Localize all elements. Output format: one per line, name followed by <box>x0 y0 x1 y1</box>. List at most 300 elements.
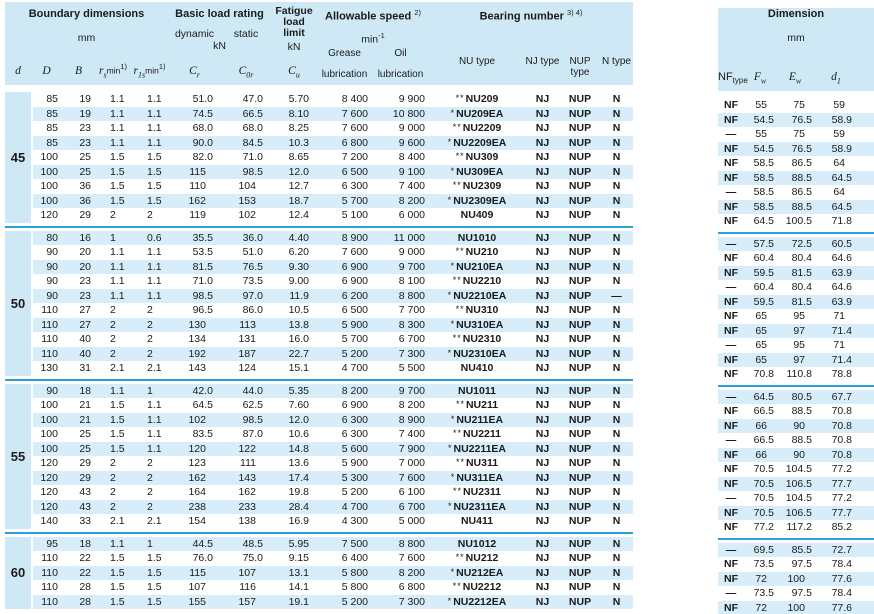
bore-diameter-label: 55 <box>5 384 31 529</box>
nup-type-avail: NUP <box>568 442 592 455</box>
val-grease-speed: 6 300 <box>341 180 368 192</box>
fatigue-load-limit-header <box>271 2 317 85</box>
val-grease-speed: 6 300 <box>341 413 368 426</box>
val-static-load: 97.0 <box>242 289 263 302</box>
val-r1s-min: 1.1 <box>147 289 162 302</box>
bearing-number-header <box>429 2 633 85</box>
val-ew: 100.5 <box>785 215 812 227</box>
main-table-groups <box>5 92 633 609</box>
nj-type-avail: NJ <box>535 165 550 178</box>
val-dynamic-load: 238 <box>188 500 206 513</box>
nj-type-avail: NJ <box>535 347 550 360</box>
val-fw: 54.5 <box>753 113 774 126</box>
val-static-load: 48.5 <box>242 537 263 550</box>
nf-type-avail: NF <box>724 324 738 337</box>
star-marks: * <box>447 347 453 358</box>
val-oil-speed: 7 000 <box>398 457 425 469</box>
val-width: 23 <box>79 136 91 149</box>
val-r1s-min: 2 <box>147 318 153 331</box>
group-divider <box>718 385 874 387</box>
group-divider <box>5 379 633 381</box>
bearing-number: **NU209 <box>455 93 499 105</box>
val-oil-speed: 9 000 <box>398 122 425 134</box>
val-d1: 59 <box>833 99 845 111</box>
val-grease-speed: 6 900 <box>341 399 368 411</box>
val-width: 21 <box>79 413 91 426</box>
table-row <box>33 136 633 151</box>
val-outer-diameter: 85 <box>46 136 58 149</box>
n-type-avail: N <box>612 515 621 527</box>
side-table-row <box>718 491 874 506</box>
val-grease-speed: 8 900 <box>341 231 368 244</box>
nf-type-avail: NF <box>724 252 738 264</box>
n-type-avail: N <box>612 471 621 484</box>
val-oil-speed: 6 700 <box>398 333 425 345</box>
val-ew: 81.5 <box>791 266 812 279</box>
nup-type-avail: NUP <box>568 289 592 302</box>
table-row <box>33 485 633 500</box>
nj-type-avail: NJ <box>535 194 550 207</box>
val-static-load: 157 <box>238 595 256 608</box>
val-fatigue-limit: 13.6 <box>288 457 309 469</box>
table-row <box>33 361 633 376</box>
n-type-avail: — <box>611 289 622 302</box>
val-oil-speed: 7 900 <box>398 442 425 455</box>
val-r1s-min: 1.5 <box>147 194 162 207</box>
val-static-load: 86.0 <box>242 304 263 316</box>
nj-type-avail: NJ <box>535 515 550 527</box>
val-oil-speed: 8 200 <box>398 399 425 411</box>
bearing-number: **NU311 <box>455 457 499 469</box>
val-dynamic-load: 83.5 <box>192 428 213 440</box>
val-width: 19 <box>79 93 91 105</box>
val-static-load: 187 <box>238 347 256 360</box>
side-table-row <box>718 338 874 353</box>
n-type-avail: N <box>612 304 621 316</box>
bearing-number: *NU2209EA <box>447 136 507 149</box>
val-d1: 63.9 <box>831 266 852 279</box>
nf-type-avail: — <box>725 186 737 198</box>
val-fw: 54.5 <box>753 142 774 155</box>
side-group-rows <box>718 237 874 382</box>
val-outer-diameter: 85 <box>46 107 58 120</box>
val-outer-diameter: 100 <box>40 399 58 411</box>
nup-type-avail: NUP <box>568 471 592 484</box>
val-ew: 85.5 <box>791 543 812 556</box>
nup-type-avail: NUP <box>568 581 592 593</box>
boundary-unit: mm <box>77 32 96 44</box>
bearing-number: **NU2309 <box>452 180 502 192</box>
bearing-number: *NU311EA <box>450 471 504 484</box>
val-grease-speed: 5 900 <box>341 457 368 469</box>
bearing-number: *NU209EA <box>450 107 504 120</box>
side-table-row <box>718 127 874 142</box>
bearing-number: *NU2211EA <box>447 442 507 455</box>
n-type-avail: N <box>612 347 621 360</box>
val-grease-speed: 6 400 <box>341 552 368 564</box>
group-rows <box>33 384 633 529</box>
star-marks: * <box>450 260 456 271</box>
val-dynamic-load: 115 <box>189 566 206 579</box>
nf-type-avail: NF <box>724 215 738 227</box>
nj-type-avail: NJ <box>535 151 550 163</box>
val-oil-speed: 5 000 <box>398 515 425 527</box>
table-row <box>33 595 633 610</box>
val-static-load: 138 <box>238 515 256 527</box>
val-dynamic-load: 76.0 <box>192 552 213 564</box>
nup-type-avail: NUP <box>568 231 592 244</box>
main-bearing-table <box>5 2 633 609</box>
n-type-avail: N <box>612 93 621 105</box>
val-d1: 67.7 <box>831 390 852 403</box>
val-outer-diameter: 120 <box>40 486 58 498</box>
val-fatigue-limit: 12.7 <box>288 180 309 192</box>
val-outer-diameter: 100 <box>40 165 58 178</box>
val-d1: 77.7 <box>831 477 852 490</box>
val-grease-speed: 7 200 <box>341 151 368 163</box>
group-divider <box>5 532 633 534</box>
bearing-number: **NU2212 <box>452 581 502 593</box>
val-static-load: 76.5 <box>242 260 263 273</box>
nup-type-avail: NUP <box>568 122 592 134</box>
val-rs-min: 1.5 <box>110 581 125 593</box>
val-outer-diameter: 95 <box>46 537 58 550</box>
val-fatigue-limit: 19.1 <box>288 595 309 608</box>
nj-type-avail: NJ <box>535 136 550 149</box>
val-static-load: 107 <box>238 566 256 579</box>
val-ew: 80.4 <box>791 252 812 264</box>
val-grease-speed: 5 700 <box>341 333 368 345</box>
val-width: 22 <box>79 566 91 579</box>
val-static-load: 98.5 <box>242 165 263 178</box>
val-grease-speed: 7 600 <box>341 122 368 134</box>
table-row <box>33 398 633 413</box>
star-marks: ** <box>452 122 462 132</box>
bearing-number: NU1011 <box>458 384 496 397</box>
val-d1: 58.9 <box>831 142 852 155</box>
val-ew: 88.5 <box>791 405 812 417</box>
load-symbols <box>168 65 271 79</box>
star-marks: * <box>450 107 456 118</box>
bearing-number: **NU212 <box>455 552 499 564</box>
val-r1s-min: 2 <box>147 457 153 469</box>
val-d1: 70.8 <box>831 419 852 432</box>
val-rs-min: 1.5 <box>110 151 125 163</box>
val-r1s-min: 1 <box>147 384 153 397</box>
val-ew: 88.5 <box>791 200 812 213</box>
val-ew: 76.5 <box>791 142 812 155</box>
nj-type-avail: NJ <box>535 581 550 593</box>
val-width: 36 <box>79 180 91 192</box>
nup-type-avail: NUP <box>568 362 592 374</box>
star-marks: * <box>447 500 453 511</box>
val-fw: 70.5 <box>753 506 774 519</box>
val-r1s-min: 1.5 <box>147 595 162 608</box>
val-ew: 104.5 <box>785 463 812 475</box>
allowable-speed-header <box>317 2 429 85</box>
val-oil-speed: 11 000 <box>393 231 425 244</box>
val-rs-min: 2 <box>110 304 116 316</box>
table-row <box>33 208 633 223</box>
val-fatigue-limit: 5.95 <box>288 537 309 550</box>
val-width: 25 <box>79 165 91 178</box>
group-divider <box>5 226 633 228</box>
val-ew: 80.5 <box>791 390 812 403</box>
val-fatigue-limit: 10.3 <box>288 136 309 149</box>
side-group-rows <box>718 543 874 614</box>
val-width: 21 <box>79 399 91 411</box>
nf-type-avail: NF <box>724 99 738 111</box>
bearing-number: **NU211 <box>455 399 499 411</box>
n-type-avail: N <box>612 209 621 221</box>
nu-type-label: NU type <box>458 56 496 67</box>
val-grease-speed: 7 600 <box>341 107 368 120</box>
val-fatigue-limit: 22.7 <box>288 347 309 360</box>
speed-title: Allowable speed $^{2)}$ <box>325 8 421 23</box>
boundary-dimensions-header <box>5 2 168 85</box>
side-table-groups <box>718 98 874 614</box>
val-grease-speed: 5 200 <box>341 595 368 608</box>
val-static-load: 87.0 <box>242 428 263 440</box>
val-fw: 66 <box>755 448 767 461</box>
nf-dimension-table <box>718 2 874 614</box>
val-r1s-min: 1.1 <box>147 107 162 120</box>
val-outer-diameter: 80 <box>46 231 58 244</box>
side-table-row <box>718 367 874 382</box>
val-static-load: 75.0 <box>242 552 263 564</box>
val-rs-min: 1.5 <box>110 442 125 455</box>
val-rs-min: 2 <box>110 333 116 345</box>
val-ew: 106.5 <box>785 477 812 490</box>
val-grease-speed: 6 900 <box>341 260 368 273</box>
nup-type-avail: NUP <box>568 486 592 498</box>
val-oil-speed: 8 400 <box>398 151 425 163</box>
val-rs-min: 1.5 <box>110 566 125 579</box>
val-fw: 73.5 <box>753 558 774 570</box>
val-rs-min: 2 <box>110 471 116 484</box>
val-fw: 59.5 <box>753 266 774 279</box>
val-width: 33 <box>79 515 91 527</box>
bearing-number: *NU2310EA <box>447 347 507 360</box>
val-ew: 75 <box>793 99 805 111</box>
val-d1: 85.2 <box>831 521 852 533</box>
val-fatigue-limit: 10.5 <box>288 304 309 316</box>
val-grease-speed: 5 200 <box>341 347 368 360</box>
val-static-load: 124 <box>238 362 256 374</box>
col-header-B: B <box>74 64 83 77</box>
val-fw: 60.4 <box>753 281 774 293</box>
nf-type-avail: NF <box>724 171 738 184</box>
nj-type-avail: NJ <box>535 442 550 455</box>
val-rs-min: 2 <box>110 347 116 360</box>
val-d1: 78.8 <box>831 368 852 380</box>
val-ew: 106.5 <box>785 506 812 519</box>
val-static-load: 162 <box>238 486 256 498</box>
val-oil-speed: 8 800 <box>398 537 425 550</box>
col-header-rs-min: $r_s\min^{1)}$ <box>99 62 127 79</box>
col-header-d: d <box>15 64 21 77</box>
nf-type-avail: — <box>725 434 737 446</box>
val-rs-min: 1.5 <box>110 165 125 178</box>
val-r1s-min: 2 <box>147 471 153 484</box>
val-outer-diameter: 130 <box>40 362 58 374</box>
val-width: 23 <box>79 122 91 134</box>
val-rs-min: 1.5 <box>110 428 125 440</box>
star-marks: * <box>447 595 453 606</box>
n-type-avail: N <box>612 165 621 178</box>
val-oil-speed: 7 300 <box>398 595 425 608</box>
star-marks: ** <box>455 552 465 562</box>
col-header-D: D <box>42 64 51 77</box>
val-grease-speed: 6 500 <box>341 304 368 316</box>
val-fw: 65 <box>755 339 767 351</box>
val-oil-speed: 7 700 <box>398 304 425 316</box>
side-table-row <box>718 295 874 310</box>
side-table-row <box>718 237 874 252</box>
val-oil-speed: 5 500 <box>398 362 425 374</box>
val-fw: 72 <box>755 572 767 585</box>
bearing-group <box>5 384 633 529</box>
val-fatigue-limit: 4.40 <box>288 231 309 244</box>
bearing-number: *NU211EA <box>450 413 504 426</box>
val-fatigue-limit: 5.70 <box>288 93 309 105</box>
nf-type-avail: NF <box>724 368 738 380</box>
bearing-number: NU411 <box>460 515 494 527</box>
table-row <box>33 92 633 107</box>
val-fw: 58.5 <box>753 171 774 184</box>
val-rs-min: 1.1 <box>110 260 125 273</box>
val-oil-speed: 8 900 <box>398 413 425 426</box>
val-fatigue-limit: 6.20 <box>288 246 309 258</box>
val-grease-speed: 5 900 <box>341 318 368 331</box>
star-marks: ** <box>455 304 465 314</box>
val-outer-diameter: 120 <box>40 457 58 469</box>
nf-type-avail: NF <box>724 601 738 614</box>
val-grease-speed: 6 300 <box>341 428 368 440</box>
val-oil-speed: 9 700 <box>398 260 425 273</box>
val-static-load: 233 <box>238 500 256 513</box>
val-d1: 71.8 <box>831 215 852 227</box>
nj-type-avail: NJ <box>535 399 550 411</box>
val-fatigue-limit: 9.30 <box>288 260 309 273</box>
val-width: 27 <box>79 304 91 316</box>
val-rs-min: 2 <box>110 500 116 513</box>
static-label: static <box>233 28 259 40</box>
val-r1s-min: 2 <box>147 500 153 513</box>
val-fw: 58.5 <box>753 200 774 213</box>
val-oil-speed: 6 100 <box>398 486 425 498</box>
bearing-number: *NU2311EA <box>447 500 507 513</box>
val-grease-speed: 5 200 <box>341 486 368 498</box>
val-fw: 70.5 <box>753 463 774 475</box>
n-type-avail: N <box>612 107 621 120</box>
side-table-row <box>718 404 874 419</box>
star-marks: ** <box>452 333 462 343</box>
nj-type-avail: NJ <box>535 486 550 498</box>
val-oil-speed: 6 800 <box>398 581 425 593</box>
nj-type-avail: NJ <box>535 428 550 440</box>
val-dynamic-load: 164 <box>188 486 206 498</box>
val-ew: 117.2 <box>786 521 812 533</box>
val-ew: 97 <box>793 353 805 366</box>
val-ew: 76.5 <box>791 113 812 126</box>
val-dynamic-load: 155 <box>188 595 206 608</box>
val-static-load: 71.0 <box>242 151 263 163</box>
side-group-rows <box>718 390 874 535</box>
val-dynamic-load: 134 <box>188 333 206 345</box>
val-dynamic-load: 35.5 <box>192 231 213 244</box>
n-type-avail: N <box>612 399 621 411</box>
nf-type-avail: NF <box>724 113 738 126</box>
nup-type-avail: NUP <box>568 552 592 564</box>
star-marks: * <box>450 165 456 176</box>
n-type-avail: N <box>612 442 621 455</box>
val-fatigue-limit: 16.9 <box>288 515 309 527</box>
nj-type-avail: NJ <box>535 318 550 331</box>
nf-type-avail: NF <box>724 295 738 308</box>
val-ew: 90 <box>793 448 805 461</box>
val-rs-min: 2.1 <box>110 362 125 374</box>
n-type-avail: N <box>612 318 621 331</box>
nup-type-avail: NUP <box>568 180 592 192</box>
n-type-avail: N <box>612 428 621 440</box>
val-ew: 80.4 <box>791 281 812 293</box>
val-ew: 88.5 <box>791 171 812 184</box>
side-table-row <box>718 419 874 434</box>
star-marks: ** <box>453 486 463 496</box>
val-grease-speed: 4 700 <box>341 362 368 374</box>
val-r1s-min: 1.1 <box>147 442 162 455</box>
val-fatigue-limit: 5.35 <box>288 384 309 397</box>
val-grease-speed: 7 500 <box>341 537 368 550</box>
val-grease-speed: 8 200 <box>341 384 368 397</box>
val-outer-diameter: 85 <box>46 93 58 105</box>
val-fw: 59.5 <box>753 295 774 308</box>
val-dynamic-load: 81.5 <box>192 260 213 273</box>
side-table-row <box>718 214 874 229</box>
val-fw: 66.5 <box>753 405 774 417</box>
val-r1s-min: 2.1 <box>147 362 162 374</box>
nup-type-label: NUP type <box>569 56 591 78</box>
basic-load-rating-header <box>168 2 271 85</box>
table-row <box>33 245 633 260</box>
val-r1s-min: 1.1 <box>147 93 162 105</box>
val-fw: 66.5 <box>753 434 774 446</box>
table-row <box>33 537 633 552</box>
side-table-row <box>718 98 874 113</box>
boundary-title: Boundary dimensions <box>28 8 145 20</box>
val-outer-diameter: 120 <box>40 500 58 513</box>
val-oil-speed: 9 700 <box>398 384 425 397</box>
val-ew: 100 <box>787 572 805 585</box>
dimension-symbols <box>718 71 874 85</box>
n-type-avail: N <box>612 122 621 134</box>
val-r1s-min: 1.1 <box>147 399 162 411</box>
val-r1s-min: 2 <box>147 486 153 498</box>
val-rs-min: 2.1 <box>110 515 125 527</box>
val-width: 25 <box>79 428 91 440</box>
n-type-avail: N <box>612 457 621 469</box>
nf-type-avail: NF <box>724 448 738 461</box>
val-dynamic-load: 110 <box>189 180 206 192</box>
nf-type-avail: NF <box>724 405 738 417</box>
side-table-row <box>718 200 874 215</box>
val-grease-speed: 5 700 <box>341 194 368 207</box>
val-outer-diameter: 100 <box>40 413 58 426</box>
side-table-row <box>718 390 874 405</box>
val-fw: 65 <box>755 310 767 322</box>
val-fw: 65 <box>755 353 767 366</box>
